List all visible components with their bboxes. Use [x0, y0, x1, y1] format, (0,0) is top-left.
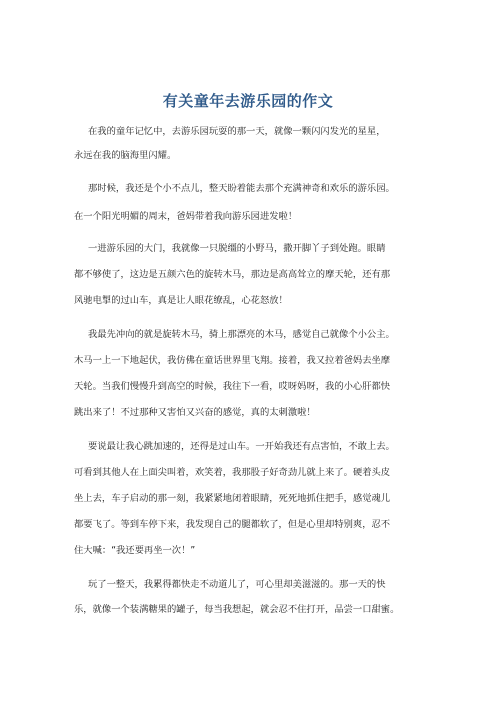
- document-title: 有关童年去游乐园的作文: [162, 92, 334, 110]
- paragraph-6-line-2: 乐，就像一个装满糖果的罐子，每当我想起，就会忍不住打开，品尝一口甜蜜。: [74, 604, 400, 615]
- paragraph-4-line-2: 木马一上一下地起伏，我仿佛在童话世界里飞翔。接着，我又拉着爸妈去坐摩: [74, 355, 391, 366]
- paragraph-2-line-1: 那时候，我还是个小不点儿，整天盼着能去那个充满神奇和欢乐的游乐园。: [88, 183, 395, 194]
- paragraph-5-line-1: 要说最让我心跳加速的，还得是过山车。一开始我还有点害怕，不敢上去。: [88, 441, 395, 452]
- paragraph-2-line-2: 在一个阳光明媚的周末，爸妈带着我向游乐园进发啦！: [74, 211, 298, 222]
- paragraph-5-line-5: 住大喊：“我还要再坐一次！”: [74, 545, 196, 556]
- paragraph-4-line-4: 跳出来了！不过那种又害怕又兴奋的感觉，真的太刺激啦！: [74, 407, 316, 418]
- paragraph-4-line-1: 我最先冲向的就是旋转木马，骑上那漂亮的木马，感觉自己就像个小公主。: [88, 329, 395, 340]
- paragraph-4-line-3: 天轮。当我们慢慢升到高空的时候，我往下一看，哎呀妈呀，我的小心肝都快: [74, 381, 391, 392]
- paragraph-5-line-3: 坐上去，车子启动的那一刻，我紧紧地闭着眼睛，死死地抓住把手，感觉魂儿: [74, 493, 391, 504]
- paragraph-3-line-1: 一进游乐园的大门，我就像一只脱缰的小野马，撒开脚丫子到处跑。眼睛: [88, 243, 386, 254]
- paragraph-3-line-3: 风驰电掣的过山车，真是让人眼花缭乱，心花怒放！: [74, 295, 288, 306]
- paragraph-1-line-1: 在我的童年记忆中，去游乐园玩耍的那一天，就像一颗闪闪发光的星星，: [88, 126, 386, 137]
- paragraph-3-line-2: 都不够使了，这边是五颜六色的旋转木马，那边是高高耸立的摩天轮，还有那: [74, 269, 391, 280]
- paragraph-6-line-1: 玩了一整天，我累得都快走不动道儿了，可心里却美滋滋的。那一天的快: [88, 579, 386, 590]
- paragraph-5-line-4: 都要飞了。等到车停下来，我发现自己的腿都软了，但是心里却特别爽，忍不: [74, 519, 391, 530]
- paragraph-1-line-2: 永远在我的脑海里闪耀。: [74, 150, 177, 161]
- paragraph-5-line-2: 可看到其他人在上面尖叫着，欢笑着，我那股子好奇劲儿就上来了。硬着头皮: [74, 467, 391, 478]
